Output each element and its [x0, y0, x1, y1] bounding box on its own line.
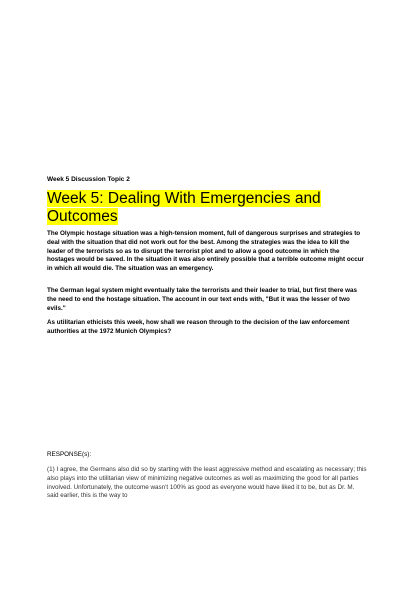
paragraph-2: The German legal system might eventually take the terrorists and their leader to trial, but first there was the need to end the hostage situation. The account in our text ends with, "But it was the lesser of two evils.": [47, 287, 358, 312]
section-label: Week 5 Discussion Topic 2: [47, 176, 130, 183]
paragraph-1: The Olympic hostage situation was a high-tension moment, full of dangerous surprises and strategies to deal with the situation that did not work out for the best. Among the strategies was the idea to kill the leader of the terrorists so as to disrupt the terrorist plot and to allow a good outcome in which the hostages would be saved. In the situation it was also entirely possible that a terrible outcome might occur in which all would die. The situation was an emergency.: [47, 230, 365, 273]
highlighted-title-text: Week 5: Dealing With Emergencies and Outcomes: [47, 190, 321, 225]
paragraph-3: As utilitarian ethicists this week, how shall we reason through to the decision of the law enforcement authorities at the 1972 Munich Olympics?: [47, 319, 350, 335]
response-text: (1) I agree, the Germans also did so by starting with the least aggressive method and escalating as necessary; this also plays into the utilitarian view of minimizing negative outcomes as well as maximizing the good for all parties involved. Unfortunately, the outcome wasn't 100% as good as everyone would have liked it to be, but as Dr. M. said earlier, this is the way to: [47, 466, 367, 500]
responses-label: RESPONSE(s):: [47, 451, 92, 458]
page-title: [47, 190, 367, 226]
